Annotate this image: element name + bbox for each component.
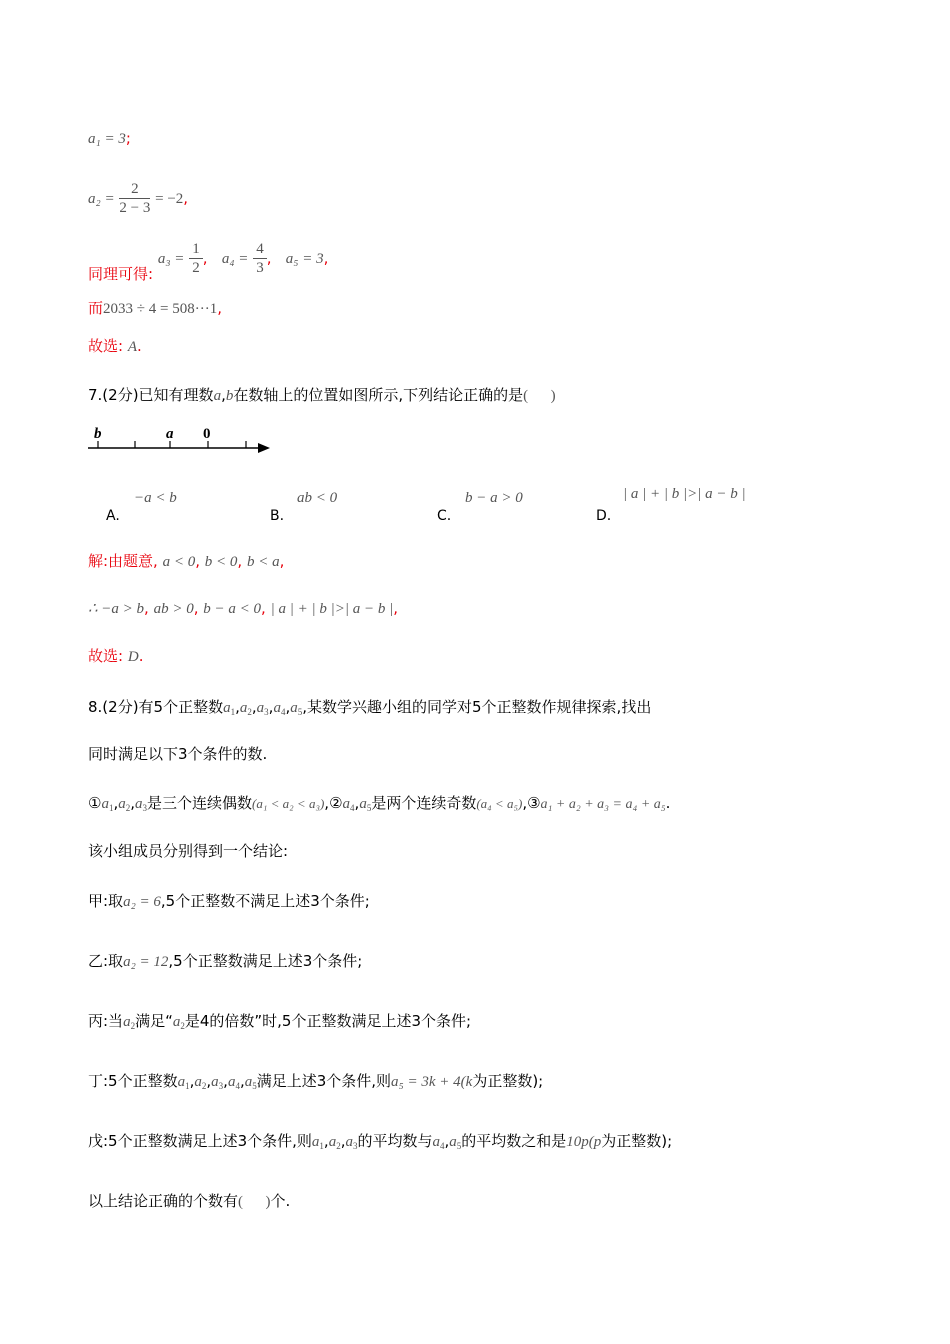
ding-expr: a₅ = 3k + 4(k <box>391 1074 473 1090</box>
cond3-label: ③ <box>527 794 541 812</box>
q8-jia: 甲:取a₂ = 6,5个正整数不满足上述3个条件; <box>88 892 370 910</box>
a4-fraction <box>253 240 267 277</box>
q7-sol2-expr2: ab > 0 <box>153 601 194 617</box>
solution-answer-line: 故选: A. <box>88 337 142 355</box>
a3-numerator: 1 <box>189 240 203 259</box>
label-b: b <box>94 426 102 442</box>
wu-expr: 10p(p <box>566 1134 602 1150</box>
same-label: 同理可得: <box>88 265 154 283</box>
q7-sol1-expr3: b < a <box>246 554 280 570</box>
number-line <box>86 420 276 460</box>
cond2-text: 是两个连续奇数 <box>371 794 477 812</box>
q7-stem: 7.(2分)已知有理数a,b在数轴上的位置如图所示,下列结论正确的是( ) <box>88 386 556 404</box>
q7-answer-line: 故选: D. <box>88 647 144 665</box>
q7-answer-letter: D <box>127 649 139 665</box>
q7-var-b: b <box>225 388 234 404</box>
q8-ding: 丁:5个正整数$a_1,a_2,a_3,a_4,a_5$满足上述3个条件,则a₅ = 3k + 4(k为正整数); <box>88 1072 544 1091</box>
label-a: a <box>166 426 174 442</box>
q7-sol1-expr2: b < 0 <box>204 554 238 570</box>
label-zero: 0 <box>203 426 211 442</box>
yi-expr: a₂ = 12 <box>123 954 169 970</box>
a1-expression: a₁ = 3 <box>88 131 126 147</box>
q8-a5: $a_5$ <box>290 700 303 717</box>
q7-solution-line2: ∴ −a > b, ab > 0, b − a < 0, | a | + | b |>| a − b |, <box>88 599 398 617</box>
q8-stem-line1: 8.(2分)有5个正整数$a_1,a_2,a_3,a_4,a_5$,某数学兴趣小组的同学对5个正整数作规律探索,找出 <box>88 698 652 717</box>
a3-fraction <box>189 240 203 277</box>
q7-choose-label: 故选: <box>88 647 124 665</box>
and-label: 而 <box>88 299 104 317</box>
q8-yi: 乙:取a₂ = 12,5个正整数满足上述3个条件; <box>88 952 363 970</box>
choose-label: 故选: <box>88 337 124 355</box>
q7-sol2-expr3: b − a < 0 <box>203 601 262 617</box>
q7-stem-prefix: 7.(2分)已知有理数 <box>88 386 214 404</box>
a4-denominator: 3 <box>256 260 264 276</box>
number-line-arrow <box>258 443 270 453</box>
a2-fraction <box>119 180 150 217</box>
a2-denominator: 2 − 3 <box>119 200 151 216</box>
q8-conditions: $①a_1,a_2,a_3$是三个连续偶数$(a_1 < a_2 < a_3),②a_4,a_5$是两个连续奇数(a₄ < a₅),③a₁ + a₂ + a₃ = a₄ + a₅. <box>88 794 671 813</box>
a3-lhs: a₃ = <box>157 251 185 267</box>
option-b-expr: ab < 0 <box>297 490 338 506</box>
solution-division-line: 而2033 ÷ 4 = 508···1, <box>88 299 222 317</box>
cond2-order: (a₄ < a₅) <box>476 796 523 811</box>
option-c-expr: b − a > 0 <box>465 490 523 506</box>
q8-a1: $a_1$ <box>223 700 236 717</box>
q7-solution-label: 解:由题意, <box>88 552 158 570</box>
option-a-expr: −a < b <box>134 490 177 506</box>
q7-sol1-expr1: a < 0 <box>162 554 196 570</box>
q7-answer-paren: ( ) <box>523 388 556 404</box>
q7-sol2-expr4: | a | + | b |>| a − b | <box>270 601 394 617</box>
q8-stem-line2: 同时满足以下3个条件的数. <box>88 745 268 763</box>
q7-sol2-expr1: ∴ −a > b <box>88 601 145 617</box>
q8-final: 以上结论正确的个数有( )个. <box>88 1192 291 1210</box>
a2-lhs: a₂ = <box>88 191 115 207</box>
option-c-letter: C. <box>437 508 452 524</box>
cond3-expr: a₁ + a₂ + a₃ = a₄ + a₅ <box>540 797 666 812</box>
cond1-order: (a₁ < a₂ < a₃) <box>252 796 325 811</box>
cond1-text: 是三个连续偶数 <box>147 794 253 812</box>
jia-expr: a₂ = 6 <box>123 894 161 910</box>
q8-stem-b: ,某数学兴趣小组的同学对5个正整数作规律探索,找出 <box>302 698 652 716</box>
q8-answer-paren: ( ) <box>238 1194 271 1210</box>
q8-a3: $a_3$ <box>256 700 269 717</box>
q8-a4: $a_4$ <box>273 700 286 717</box>
option-b-letter: B. <box>270 508 285 524</box>
q8-stem-a: 8.(2分)有5个正整数 <box>88 698 224 716</box>
a4-lhs: a₄ = <box>221 251 249 267</box>
answer-letter: A <box>127 339 138 355</box>
semicolon: ; <box>125 129 131 147</box>
a4-numerator: 4 <box>253 240 267 259</box>
option-d-expr: | a | + | b |>| a − b | <box>623 486 746 502</box>
option-d-letter: D. <box>596 508 612 524</box>
solution-a2-line: a₂ = $\frac{2}{2 - 3}$ = −2, <box>88 181 189 216</box>
a3-denominator: 2 <box>192 260 200 276</box>
cond2-label: ② <box>329 794 343 812</box>
q8-a2: $a_2$ <box>239 700 252 717</box>
division-expression: 2033 ÷ 4 = 508···1 <box>103 301 218 317</box>
q8-bing: 丙:当$a_2$满足“$a_2$是4的倍数”时,5个正整数满足上述3个条件; <box>88 1012 472 1031</box>
a2-numerator: 2 <box>119 180 150 199</box>
q7-stem-suffix: 在数轴上的位置如图所示,下列结论正确的是 <box>233 386 524 404</box>
q8-wu: 戊:5个正整数满足上述3个条件,则$a_1,a_2,a_3$的平均数与$a_4,a_5$的平均数之和是10p(p为正整数); <box>88 1132 673 1151</box>
q8-group-intro: 该小组成员分别得到一个结论: <box>88 842 289 860</box>
q7-var-a: a <box>213 388 222 404</box>
a2-rhs: = −2 <box>155 191 184 207</box>
cond1-label: ① <box>88 794 102 812</box>
solution-same-line: 同理可得: a₃ = $\frac{1}{2}$ , a₄ = $\frac{4}{3}$ , a₅ = 3, <box>88 241 329 283</box>
q7-solution-line1: 解:由题意, a < 0, b < 0, b < a, <box>88 552 285 570</box>
a5-expression: a₅ = 3 <box>285 251 324 267</box>
option-a-letter: A. <box>106 508 120 524</box>
solution-a1-line <box>88 128 131 149</box>
